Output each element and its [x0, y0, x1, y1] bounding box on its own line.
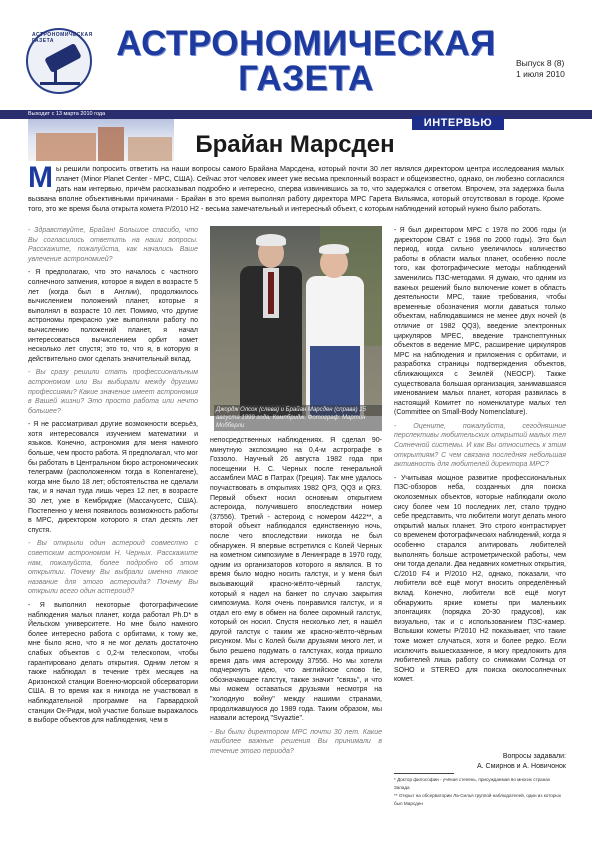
logo-text: АСТРОНОМИЧЕСКАЯ ГАЗЕТА: [32, 32, 93, 44]
column-1: [28, 226, 198, 730]
logo-ground-line: [40, 82, 80, 85]
answer-2: - Я не рассматривал другие возможности всерьёз, хотя интересовался изучением математики и языков. Конечно, астрономия для меня намного больше, чем просто работа. Я предполагал, что мог бы работать в Центральном бюро астрономических телеграмм (расположенном тогда в Копенгагене), когда мне было 18 лет; обстоятельства не сделали так, и я начал туда лишь через 12 лет, в возрасте 30 лет, уже в Кембридже (Массачусетс, США). Постепенно у меня появилось возможность работы в MPC, директором которого я стал десять лет спустя.: [28, 421, 198, 534]
footnote-1: * Доктор философии - учёная степень, присуждаемая во многих странах Запада: [394, 777, 551, 790]
article-title: Брайан Марсден: [195, 131, 395, 158]
answer-1: - Я предполагаю, что это началось с частного солнечного затмения, которое я видел в возрасте 5 лет (когда был в Англии), продолжилось вычислением положений планет, которые я выполнял в возрасте 10 лет. Помимо, что другие астрономы прекрасно уже выполняли работу по вычислению положений планет, я начал интересоваться вычислением орбит комет несколько лет спустя; это то, что я, в которую я действительно смог сделать значительный вклад.: [28, 269, 198, 363]
signoff: [394, 752, 566, 772]
signoff-label: Вопросы задавали:: [502, 753, 566, 760]
answer-5: - Учитывая мощное развитие профессиональных ПЗС-обзоров неба, созданных для поиска околоземных объектов, которые наблюдали около сису более чем 10 последних лет, стало трудно себе представить, что любители могут делать много открытий малых планет. Это строго контрастирует со временем фотографических наблюдений, когда я особенно старался агитировать любителей выполнять больше астрометрической работы, чем они тогда делали. Два недавних кометных открытия, C/2010 F4 и P/2010 H2, однако, показали, что любители всё ещё могут вносить определённый вклад. Конечно, любители всё ещё могут обнаружить яркие кометы при маленьких элонгациях (порядка 20-30 градусов), как визуально, так и с использованием ПЗС-камер. Вспышки кометы P/2010 H2 показывает, что такие тоже может случаться, хотя и более редко. Если исключить вышесказанное, я могу предложить для любителей лишь работу со снимками Солнца от SOHO и STEREO для поиска околосолнечных комет.: [394, 474, 566, 684]
footnotes: [394, 776, 566, 808]
column-2: [210, 436, 382, 761]
question-2: - Вы сразу решили стать профессиональным астрономом или Вы выбирали между другими профессиями? Какие значение имеет астрономия в Вашей жизни? Это просто работа или нечто большее?: [28, 369, 198, 415]
masthead: [110, 26, 502, 96]
column-3: [394, 226, 566, 689]
signoff-authors: А. Смирнов и А. Новичонок: [476, 763, 566, 770]
footnote-2: ** Открыт на обсерватории Ла-Силья группой наблюдателей, один из которых был Марсден: [394, 793, 561, 806]
masthead-line-2: ГАЗЕТА: [238, 59, 374, 98]
question-3: - Вы открыли один астероид совместно с советским астрономом Н. Черных. Расскажите нам, пожалуйста, более подробно об этом открытии. Почему Вы выбрали именно такое название для этого астероида? Почему Вы открыли всего один астероид?: [28, 540, 198, 596]
question-1: - Здравствуйте, Брайан! Большое спасибо, что Вы согласились ответить на наши вопросы. Расскажите, пожалуйста, как начались Ваше увлечение астрономией?: [28, 227, 198, 263]
answer-4: - Я был директором MPC с 1978 по 2006 годы (и директором CBAT с 1968 по 2000 годы). Это был период, когда сильно увеличилось количество работы в области малых планет, особенно после того, как фотографические методы наблюдений заменились ПЗС-методами. Я думаю, что одним из важных решений было включение комет в область деятельности MPC, такие требования, чтобы временные обозначения могли даваться только объектам, наблюдавшимся не менее двух ночей (в отличие от 1982 QQ3), введение электронных циркуляров MPEC, введение трансnептунных объектов в ведение MPC, расширение циркуляров MPC на наблюдения и приложения с орбитами, и разработка страницы подтверждения объектов, сближающихся с Землёй (NEOCP). Также существовала большая организация, занимавшаяся именованием малых планет, которая развилась в настоящий Комитет по номенклатуре малых тел (Committee on Small-Body Nomenclature).: [394, 227, 566, 417]
issue-date: 1 июля 2010: [516, 69, 565, 79]
date-bar-text: Выходит с 13 марта 2010 года: [28, 111, 106, 117]
interview-photo: [210, 226, 382, 416]
question-4: - Вы были директором MPC почти 30 лет. Какие наиболее важные решения Вы принимали в течение этого периода?: [210, 728, 382, 755]
issue-info: [516, 58, 586, 80]
newspaper-logo: [26, 28, 92, 94]
issue-number: Выпуск 8 (8): [516, 58, 565, 68]
question-5: - Оцените, пожалуйста, сегодняшние перспективы любительских открытий малых тел Солнечной системы. И как Вы относитесь к этим открытиям? С чем связана последняя небольшая активность для любителей директора MPC?: [394, 422, 566, 469]
intro-text: ы решили попросить ответить на наши вопросы самого Брайана Марсдена, который почти 30 лет являлся директором центра исследования малых планет (Minor Planet Center - MPC, США). Сейчас этот человек имеет уже весьма преклонный возраст и общеизвестно, однако, он любезно согласился дать нам интервью, причём рассказывал подробно и интересно, сперва извинившись за то, что задержался с ответом. Впрочем, эта задержка была вызвана вполне объективными причинами - Брайан в это время выполнял работу директора MPC Гарета Вильямса, который отсутствовал в городе. Кроме того, это же время была открыта комета P/2010 H2 - весьма замечательный и интересный объект, с которым наблюдений который нужно было работать.: [28, 164, 564, 213]
answer-3: - Я выполнил некоторые фотографические наблюдения малых планет, когда работал Ph.D* в Йельском университете. Но мне было намного более интересно работа с орбитами, к тому же, мне было ясно, что я не мог делать достаточно слабых объектов с 0,2-м телескопом, чтобы гарантировано делать открытия. Одним летом я также наблюдал в течение трёх месяцев на Аризонской станции Военно-морской обсерватории США. В то время как я никогда не участвовал в наблюдательной программе на Гарвардской станции Ок-Ридж, мой участие больше выражалось в выборе объектов для наблюдения, чем в: [28, 601, 198, 725]
drop-cap: М: [28, 161, 53, 194]
answer-3-continued: непосредственных наблюдениях. Я сделал 90-минутную экспозицию на 0,4-м астрографе в Гоззоло. Научный 26 августа 1982 года при посещении Н. С. Черных после генеральной ассамблеи МАС в Патрах (Греция). Так мне удалось поучаствовать в открытиях 1982 QP3, QQ3 и QR3. Первый объект носил основным открытием астероида, получившего впоследствии номер (37556). Третий - астероид с номером 4422**, а второй объект наблюдался единственную ночь, после чего впоследствии никогда не был обнаружен. Я впервые встретился с Колей Черных на кометном симпозиуме в Ленинграде в 1970 году, одним из организаторов которого я являлся. В то время было модно носить галстук, и у меня был вызывающий красно-жёлто-чёрный галстук, который я надел на банкет по случаю закрытия симпозиума. Коля очень понравился галстук, и я отдал его ему в обмен на более скромный галстук, который он носил. Спустя несколько лет, я нашёл другой галстук с таким же красно-жёлто-чёрным рисунком. Мы с Колей были друзьями много лет, и было решено подумать о галстуках, когда пришло время дать имя астероиду 37556. Но мы хотели подчеркнуть идею, что английское слово tie, обозначающее галстук, также значит "связь", и что мы можем оставаться друзьями несмотря на "холодную войну" между нашими странами, продолжавшуюся до 1989 года. Таким образом, мы назвали астероид "Svyaztie".: [210, 437, 382, 723]
photo-caption: Джордж Олсок (слева) и Брайан Марсден (справа) 15 августа 1999 года, Кемпбридж. Фотограф: Мартин Мобберли: [214, 405, 382, 431]
header-building-image: [28, 119, 174, 161]
section-label: ИНТЕРВЬЮ: [412, 116, 504, 130]
footnote-rule: [394, 773, 454, 774]
article-intro: [28, 161, 564, 214]
masthead-line-1: АСТРОНОМИЧЕСКАЯ: [116, 24, 496, 63]
